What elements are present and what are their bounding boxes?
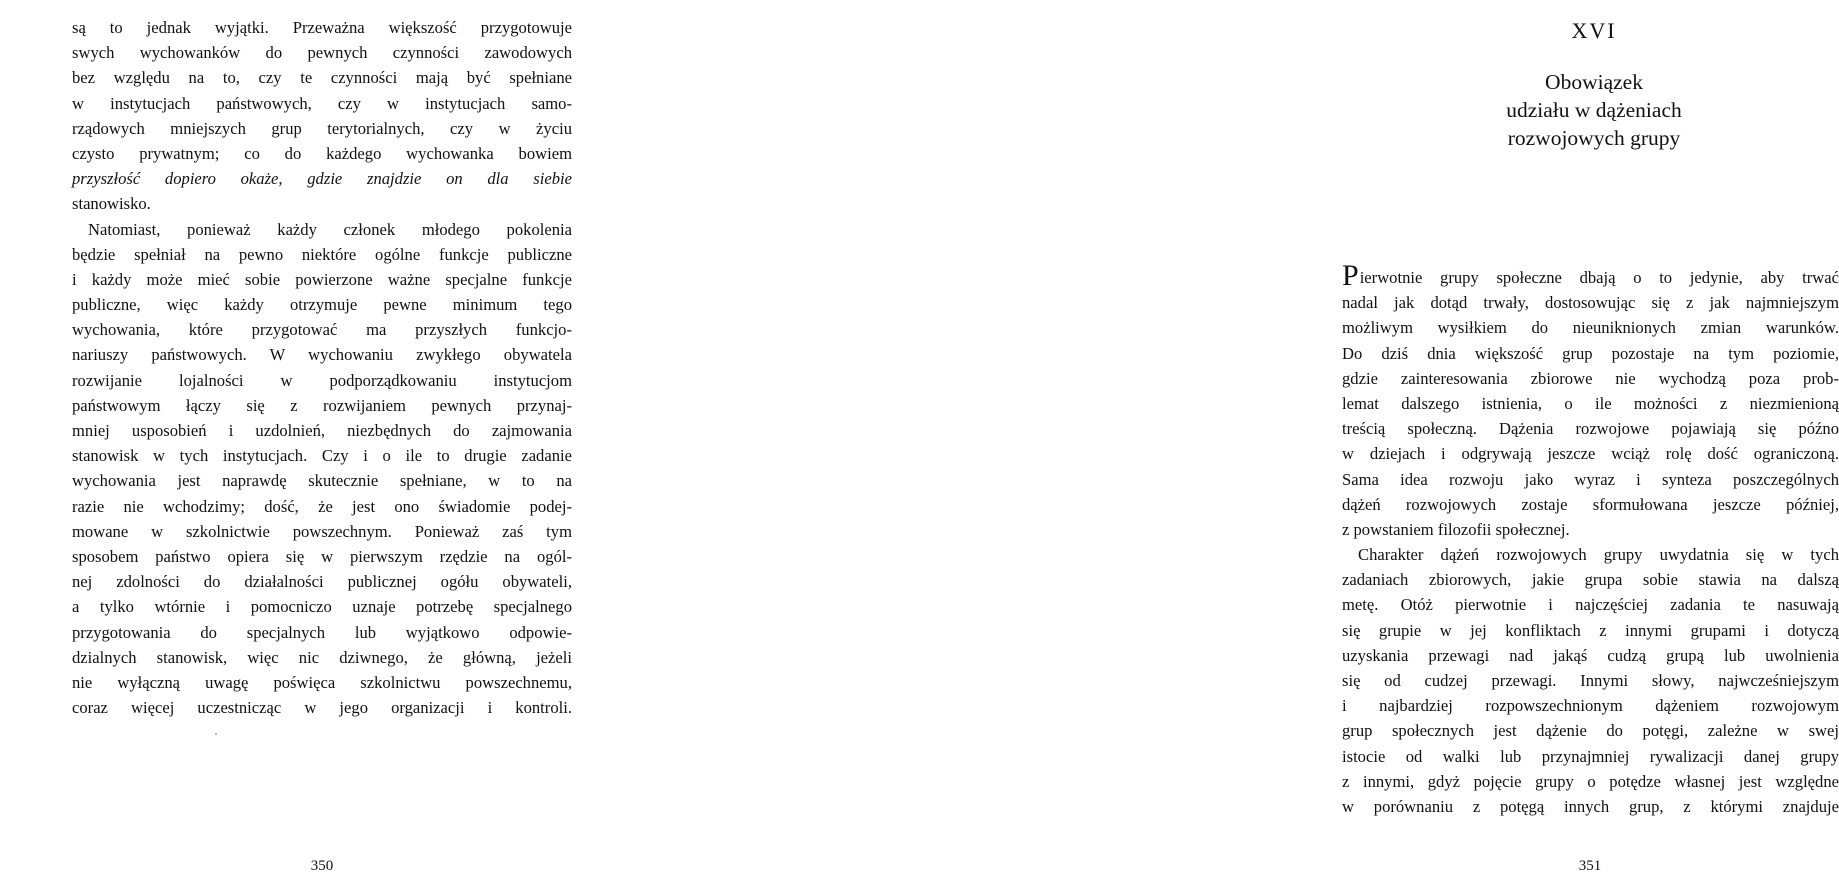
chapter-title-line: Obowiązek [1545,70,1643,94]
text-line: grup społecznych jest dążenie do potęgi, zależne w swej [1342,721,1839,741]
chapter-number: XVI [1571,18,1617,43]
right-page-number: 351 [1578,858,1602,874]
right-page [632,0,1839,893]
text-line: lemat dalszego istnienia, o ile możności z niezmienioną [1342,393,1839,413]
text-line: zadaniach zbiorowych, jakie grupa sobie stawia na dalszą [1342,570,1839,590]
chapter-title-line: udziału w dążeniach [1506,98,1682,122]
text-line: treścią społeczną. Dążenia rozwojowe pojawiają się późno [1342,419,1839,439]
text-line: w dziejach i odgrywają jeszcze wciąż rolę dość ograniczoną. [1342,444,1839,464]
text-line: nej zdolności do działalności publicznej ogółu obywateli, [72,572,572,592]
text-line: istocie od walki lub przynajmniej rywalizacji danej grupy [1342,746,1839,766]
chapter-title [1444,68,1744,152]
text-line: dzialnych stanowisk, więc nic dziwnego, że główną, jeżeli [72,647,572,667]
text-line: Do dziś dnia większość grup pozostaje na tym poziomie, [1342,343,1839,363]
text-line-content: ierwotnie grupy społeczne dbają o to jedynie, aby trwać [1359,268,1839,287]
text-line: państwowym łączy się z rozwijaniem pewnych przynaj- [72,395,572,415]
text-line: z innymi, gdyż pojęcie grupy o potędze własnej jest względne [1342,771,1839,791]
text-line: i każdy może mieć sobie powierzone ważne specjalne funkcje [72,269,572,289]
text-line: metę. Otóż pierwotnie i najczęściej zadania te nasuwają [1342,595,1839,615]
text-line: nadal jak dotąd trwały, dostosowując się z jak najmniejszym [1342,293,1839,313]
text-line: nariuszy państwowych. W wychowaniu zwykłego obywatela [72,345,572,365]
text-line: mniej usposobień i uzdolnień, niezbędnych do zajmowania [72,421,572,440]
text-line: Charakter dążeń rozwojowych grupy uwydatnia się w tych [1358,545,1839,565]
text-line: a tylko wtórnie i pomocniczo uznaje potrzebę specjalnego [72,597,572,617]
text-line: wychowania jest naprawdę skutecznie spełniane, w to na [72,471,572,491]
text-line: możliwym wysiłkiem do nieuniknionych zmian warunków. [1342,318,1839,338]
text-line: nie wyłączną uwagę poświęca szkolnictwu powszechnemu, [72,672,572,692]
text-line: stanowisko. [72,194,151,214]
text-line: mowane w szkolnictwie powszechnym. Ponieważ zaś tym [72,521,572,541]
text-line: rozwijanie lojalności w podporządkowaniu instytucjom [72,370,572,390]
text-line: bez względu na to, czy te czynności mają być spełniane [72,68,572,88]
text-line [1342,259,1839,292]
text-line [72,166,572,191]
text-line: coraz więcej uczestnicząc w jego organizacji i kontroli. [72,698,572,718]
text-line: przygotowania do specjalnych lub wyjątkowo odpowie- [72,622,572,642]
text-line: się od cudzej przewagi. Innymi słowy, najwcześniejszym [1342,671,1839,690]
text-line: publiczne, więc każdy otrzymuje pewne minimum tego [72,295,572,315]
text-line: czysto prywatnym; co do każdego wychowanka bowiem [72,143,572,163]
text-line: gdzie zainteresowania zbiorowe nie wychodzą poza prob- [1342,368,1839,388]
text-line: stanowisk w tych instytucjach. Czy i o ile to drugie zadanie [72,446,572,466]
text-line: w instytucjach państwowych, czy w instytucjach samo- [72,93,572,113]
text-line: sposobem państwo opiera się w pierwszym rzędzie na ogól- [72,546,572,566]
italic-phrase: przyszłość dopiero okaże, gdzie znajdzie on dla siebie [72,169,572,189]
text-line: wychowania, które przygotować ma przyszłych funkcjo- [72,320,572,340]
left-page-number: 350 [310,858,334,874]
text-line: razie nie wchodzimy; dość, że jest ono świadomie podej- [72,496,572,516]
text-line: są to jednak wyjątki. Przeważna większość przygotowuje [72,18,572,37]
text-line: rządowych mniejszych grup terytorialnych, czy w życiu [72,118,572,138]
chapter-title-line: rozwojowych grupy [1507,126,1681,150]
text-line: swych wychowanków do pewnych czynności zawodowych [72,43,572,63]
text-line: i najbardziej rozpowszechnionym dążeniem rozwojowym [1342,696,1839,716]
print-speck [215,733,217,735]
text-line: w porównaniu z potęgą innych grup, z którymi znajduje [1342,796,1839,816]
text-line: Natomiast, ponieważ każdy członek młodego pokolenia [88,219,572,239]
text-line: uzyskania przewagi nad jakąś cudzą grupą lub uwolnienia [1342,645,1839,665]
right-text-column [1342,259,1839,819]
text-line: będzie spełniał na pewno niektóre ogólne funkcje publiczne [72,244,572,264]
text-line: się grupie w jej konfliktach z innymi grupami i dotyczą [1342,620,1839,640]
text-line: Sama idea rozwoju jako wyraz i synteza poszczególnych [1342,469,1839,489]
text-line: z powstaniem filozofii społecznej. [1342,519,1570,539]
left-text-column [72,15,572,720]
left-page [0,0,632,893]
text-line: dążeń rozwojowych zostaje sformułowana jeszcze później, [1342,494,1839,514]
drop-cap: P [1342,259,1359,292]
